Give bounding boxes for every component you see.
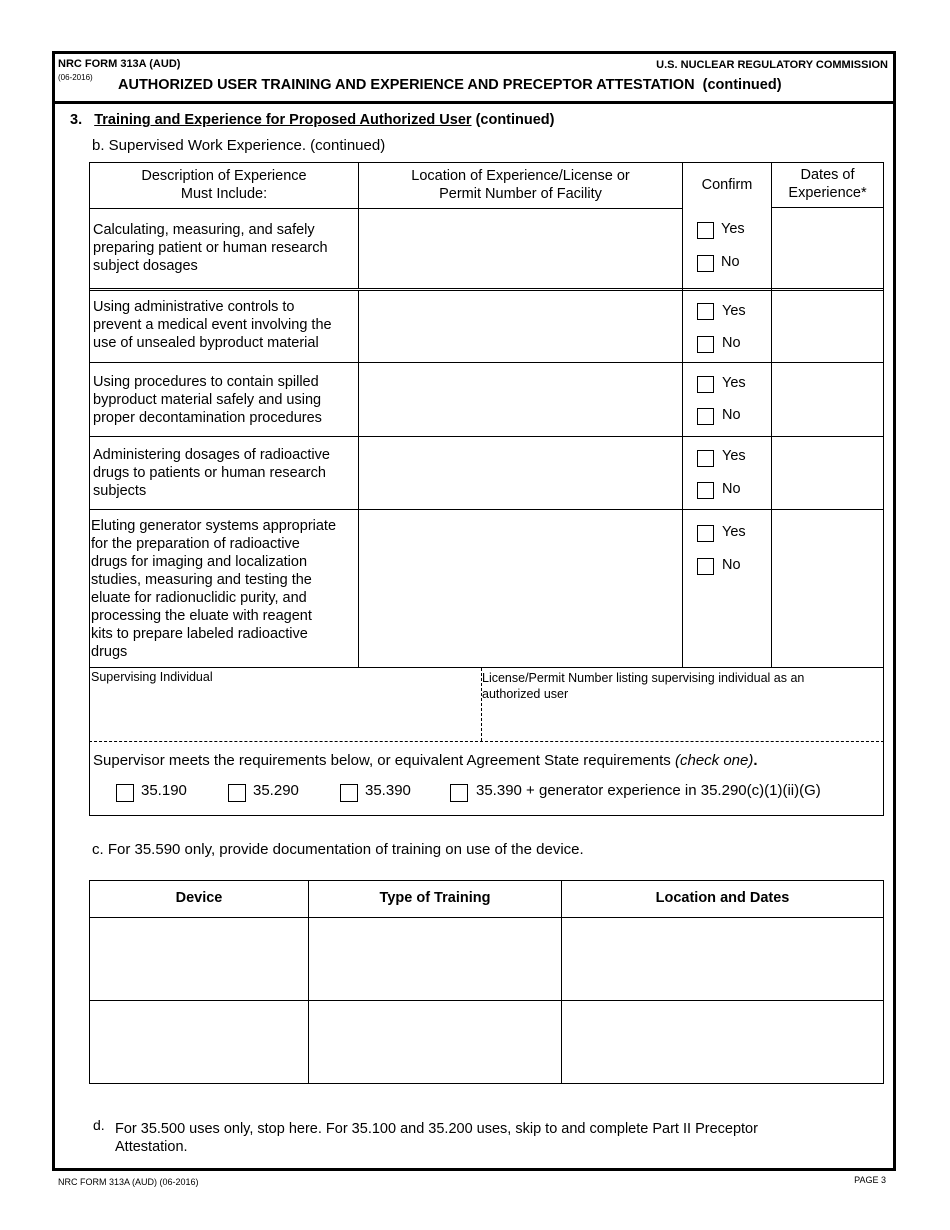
requirement-35-390-checkbox[interactable]	[340, 784, 358, 802]
part-d-marker: d.	[93, 1117, 105, 1133]
requirement-35-190-label: 35.190	[141, 782, 187, 799]
column-description-line2: Must Include:	[180, 186, 268, 202]
row-3-line-2: byproduct material safely and using	[93, 392, 322, 408]
column-dates-line1: Dates of	[800, 167, 855, 183]
row-4-line-3: subjects	[93, 483, 147, 499]
row-5-line-1: Eluting generator systems appropriate	[91, 518, 337, 534]
row-5-line-7: kits to prepare labeled radioactive	[91, 626, 308, 642]
requirement-35-190-checkbox[interactable]	[116, 784, 134, 802]
section-number: 3.	[70, 112, 83, 128]
row-5-yes-checkbox[interactable]	[697, 525, 714, 542]
license-label-line2: authorized user	[482, 687, 569, 701]
form-title	[118, 77, 782, 93]
supervisor-period: .	[753, 752, 758, 769]
column-location-line2: Permit Number of Facility	[439, 186, 602, 202]
row-4-yes-label: Yes	[722, 448, 746, 464]
row-2-yes-label: Yes	[722, 303, 746, 319]
supervising-individual-field[interactable]	[91, 686, 479, 740]
row-3-line-1: Using procedures to contain spilled	[93, 374, 319, 390]
column-location-line1: Location of Experience/License or	[411, 168, 630, 184]
form-title-suffix: (continued)	[702, 77, 782, 93]
row-2-no-checkbox[interactable]	[697, 336, 714, 353]
experience-row-3-description	[93, 373, 357, 427]
device-row-2-location[interactable]	[563, 1002, 882, 1082]
form-date: (06-2016)	[58, 73, 93, 82]
row-2-no-label: No	[722, 335, 741, 351]
row-1-line-1: Calculating, measuring, and safely	[93, 222, 315, 238]
section-title-suffix: (continued)	[475, 112, 555, 128]
row-1-yes-checkbox[interactable]	[697, 222, 714, 239]
form-title-text: AUTHORIZED USER TRAINING AND EXPERIENCE AND PRECEPTOR ATTESTATION	[118, 77, 695, 93]
device-row-1-training[interactable]	[310, 919, 560, 999]
row-5-line-2: for the preparation of radioactive	[91, 536, 300, 552]
row-2-line-2: prevent a medical event involving the	[93, 317, 332, 333]
requirement-35-390-generator-label: 35.390 + generator experience in 35.290(c)(1)(ii)(G)	[476, 782, 821, 799]
supervisor-statement	[93, 752, 758, 769]
row-2-line-3: use of unsealed byproduct material	[93, 335, 319, 351]
row-1-yes-label: Yes	[721, 221, 745, 237]
row-3-yes-checkbox[interactable]	[697, 376, 714, 393]
footer-page-number: PAGE 3	[854, 1175, 886, 1185]
part-d-line1: For 35.500 uses only, stop here. For 35.100 and 35.200 uses, skip to and complete Part II Preceptor	[115, 1121, 758, 1137]
requirement-35-290-checkbox[interactable]	[228, 784, 246, 802]
column-type-of-training: Type of Training	[379, 890, 491, 906]
column-description	[90, 167, 358, 203]
supervisor-statement-text: Supervisor meets the requirements below, or equivalent Agreement State requirements	[93, 752, 671, 769]
row-3-line-3: proper decontamination procedures	[93, 410, 322, 426]
requirement-35-290-label: 35.290	[253, 782, 299, 799]
row-3-no-label: No	[722, 407, 741, 423]
device-row-2-training[interactable]	[310, 1002, 560, 1082]
row-5-yes-label: Yes	[722, 524, 746, 540]
requirement-35-390-label: 35.390	[365, 782, 411, 799]
row-1-line-2: preparing patient or human research	[93, 240, 328, 256]
device-row-2-device[interactable]	[91, 1002, 307, 1082]
row-5-no-label: No	[722, 557, 741, 573]
row-4-no-checkbox[interactable]	[697, 482, 714, 499]
row-5-no-checkbox[interactable]	[697, 558, 714, 575]
license-number-field[interactable]	[484, 703, 882, 740]
row-3-no-checkbox[interactable]	[697, 408, 714, 425]
row-4-no-label: No	[722, 481, 741, 497]
row-5-line-8: drugs	[91, 644, 128, 660]
row-4-yes-checkbox[interactable]	[697, 450, 714, 467]
header-divider	[52, 101, 896, 104]
column-location	[359, 167, 682, 203]
experience-row-1-description	[93, 221, 357, 275]
part-c-label: c. For 35.590 only, provide documentation of training on use of the device.	[92, 841, 584, 858]
footer-form-id: NRC FORM 313A (AUD) (06-2016)	[58, 1177, 199, 1187]
row-5-line-6: processing the eluate with reagent	[91, 608, 312, 624]
row-1-no-label: No	[721, 254, 740, 270]
row-4-line-1: Administering dosages of radioactive	[93, 447, 330, 463]
row-1-line-3: subject dosages	[93, 258, 198, 274]
row-5-line-3: drugs for imaging and localization	[91, 554, 308, 570]
license-label-line1: License/Permit Number listing supervising individual as an	[482, 671, 805, 685]
requirement-35-390-generator-checkbox[interactable]	[450, 784, 468, 802]
supervising-individual-label: Supervising Individual	[91, 670, 213, 684]
row-5-line-5: eluate for radionuclidic purity, and	[91, 590, 307, 606]
row-4-line-2: drugs to patients or human research	[93, 465, 326, 481]
row-3-yes-label: Yes	[722, 375, 746, 391]
column-dates	[772, 166, 883, 202]
experience-row-5-description	[91, 517, 357, 661]
agency-name: U.S. NUCLEAR REGULATORY COMMISSION	[656, 59, 888, 71]
supervisor-check-one: (check one)	[674, 752, 754, 769]
row-2-yes-checkbox[interactable]	[697, 303, 714, 320]
section-title-text: Training and Experience for Proposed Authorized User	[94, 112, 472, 128]
column-device: Device	[175, 890, 223, 906]
row-5-line-4: studies, measuring and testing the	[91, 572, 312, 588]
license-number-label	[482, 670, 804, 702]
part-d-text	[115, 1120, 758, 1156]
device-row-1-device[interactable]	[91, 919, 307, 999]
section-title	[70, 112, 555, 128]
part-d-line2: Attestation.	[115, 1139, 188, 1155]
column-location-and-dates: Location and Dates	[655, 890, 790, 906]
experience-row-2-description	[93, 298, 357, 352]
column-description-line1: Description of Experience	[141, 168, 307, 184]
experience-row-4-description	[93, 446, 357, 500]
part-b-label: b. Supervised Work Experience. (continued)	[92, 137, 386, 154]
column-confirm: Confirm	[701, 177, 753, 193]
device-row-1-location[interactable]	[563, 919, 882, 999]
row-2-line-1: Using administrative controls to	[93, 299, 295, 315]
row-1-no-checkbox[interactable]	[697, 255, 714, 272]
column-dates-line2: Experience*	[788, 185, 867, 201]
form-id: NRC FORM 313A (AUD)	[58, 58, 181, 70]
